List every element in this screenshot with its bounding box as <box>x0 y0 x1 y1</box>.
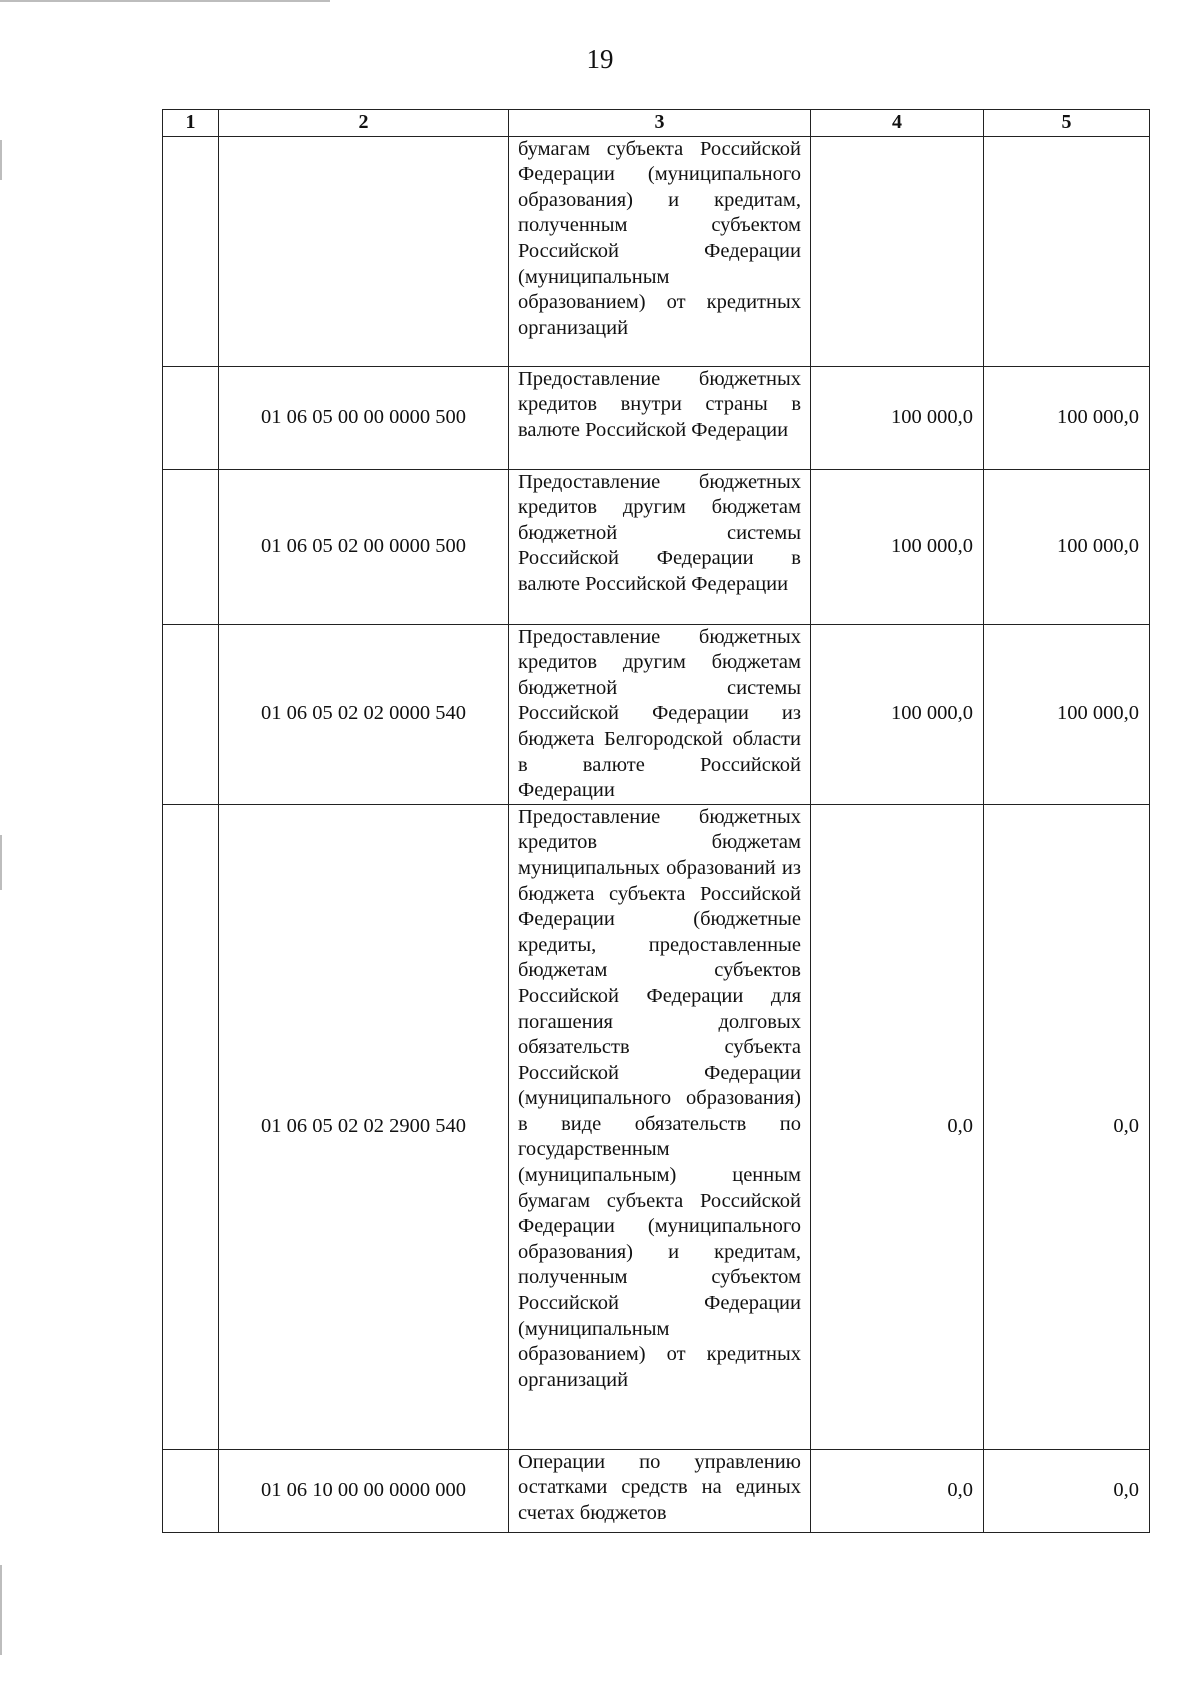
row-number-cell <box>163 469 219 624</box>
header-col-2: 2 <box>219 110 509 137</box>
scan-edge-left-mark <box>0 140 2 180</box>
row-number-cell <box>163 624 219 804</box>
table-row <box>163 469 1150 624</box>
budget-code-cell: 01 06 05 00 00 0000 500 <box>219 366 509 469</box>
header-col-5: 5 <box>984 110 1150 137</box>
amount-col4-cell <box>811 136 984 366</box>
header-col-3: 3 <box>509 110 811 137</box>
item-name-cell <box>509 366 811 469</box>
item-name-text: Предоставление бюджетных кредитов внутри страны в валюте Российской Федерации <box>518 367 801 441</box>
amount-col4-cell: 0,0 <box>811 804 984 1449</box>
amount-col5-cell: 100 000,0 <box>984 469 1150 624</box>
item-name-text: Предоставление бюджетных кредитов бюджетам муниципальных образований из бюджета субъекта Российской Федерации (бюджетные кредиты, предоставленные бюджетам субъектов Российской Федерации для погашения долговых обязательств субъекта Российской Федерации (муниципального образования) в виде обязательств по государственным (муниципальным) ценным бумагам субъекта Российской Федерации (муниципального образования) и кредитам, полученным субъектом Российской Федерации (муниципальным образованием) от кредитных организаций <box>518 805 801 1391</box>
item-name-cell <box>509 804 811 1449</box>
amount-col5-cell: 100 000,0 <box>984 366 1150 469</box>
amount-col4-cell: 100 000,0 <box>811 366 984 469</box>
table-row <box>163 366 1150 469</box>
row-number-cell <box>163 136 219 366</box>
row-number-cell <box>163 1449 219 1532</box>
table-row <box>163 804 1150 1449</box>
amount-col5-cell: 100 000,0 <box>984 624 1150 804</box>
budget-code-cell: 01 06 10 00 00 0000 000 <box>219 1449 509 1532</box>
item-name-cell <box>509 1449 811 1532</box>
scan-edge-top <box>0 0 330 2</box>
scan-edge-left-mark-3 <box>0 1565 2 1655</box>
budget-code-cell: 01 06 05 02 00 0000 500 <box>219 469 509 624</box>
table-row <box>163 1449 1150 1532</box>
budget-code-cell <box>219 136 509 366</box>
item-name-text: Предоставление бюджетных кредитов другим бюджетам бюджетной системы Российской Федерации из бюджета Белгородской области в валюте Российской Федерации <box>518 625 801 802</box>
item-name-cell <box>509 624 811 804</box>
header-row <box>163 110 1150 137</box>
amount-col5-cell <box>984 136 1150 366</box>
table-row <box>163 624 1150 804</box>
page-number: 19 <box>586 44 614 74</box>
amount-col4-cell: 100 000,0 <box>811 624 984 804</box>
item-name-text: Предоставление бюджетных кредитов другим бюджетам бюджетной системы Российской Федерации в валюте Российской Федерации <box>518 470 801 595</box>
header-col-1: 1 <box>163 110 219 137</box>
item-name-cell <box>509 469 811 624</box>
row-number-cell <box>163 804 219 1449</box>
amount-col5-cell: 0,0 <box>984 1449 1150 1532</box>
item-name-text: бумагам субъекта Российской Федерации (муниципального образования) и кредитам, полученным субъектом Российской Федерации (муниципальным образованием) от кредитных организаций <box>518 137 801 339</box>
amount-col5-cell: 0,0 <box>984 804 1150 1449</box>
budget-code-cell: 01 06 05 02 02 2900 540 <box>219 804 509 1449</box>
row-number-cell <box>163 366 219 469</box>
item-name-text: Операции по управлению остатками средств на единых счетах бюджетов <box>518 1450 801 1524</box>
header-col-4: 4 <box>811 110 984 137</box>
budget-code-cell: 01 06 05 02 02 0000 540 <box>219 624 509 804</box>
table-row <box>163 136 1150 366</box>
amount-col4-cell: 100 000,0 <box>811 469 984 624</box>
budget-sources-table <box>162 109 1150 1533</box>
item-name-cell <box>509 136 811 366</box>
amount-col4-cell: 0,0 <box>811 1449 984 1532</box>
scan-edge-left-mark-2 <box>0 835 2 890</box>
